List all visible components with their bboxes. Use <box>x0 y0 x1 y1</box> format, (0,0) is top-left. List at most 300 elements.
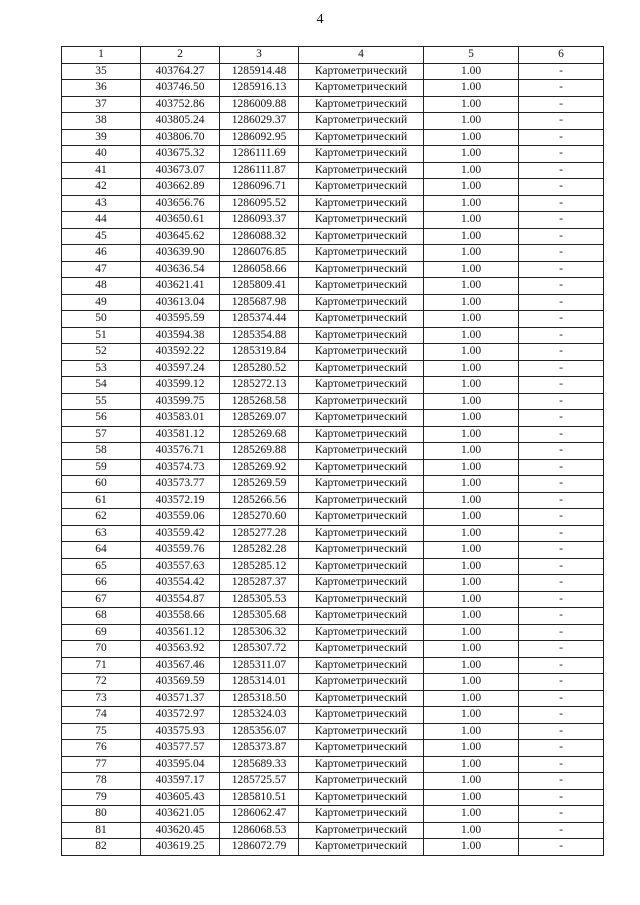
point-number-cell: 75 <box>62 723 141 740</box>
x-coordinate-cell: 403639.90 <box>141 245 220 262</box>
y-coordinate-cell: 1285324.03 <box>220 707 299 724</box>
y-coordinate-cell: 1285687.98 <box>220 294 299 311</box>
x-coordinate-cell: 403673.07 <box>141 162 220 179</box>
note-cell: - <box>519 63 604 80</box>
method-cell: Картометрический <box>299 558 424 575</box>
table-row <box>62 129 604 146</box>
point-number-cell: 46 <box>62 245 141 262</box>
y-coordinate-cell: 1286068.53 <box>220 822 299 839</box>
accuracy-cell: 1.00 <box>424 360 519 377</box>
y-coordinate-cell: 1286095.52 <box>220 195 299 212</box>
table-row <box>62 773 604 790</box>
x-coordinate-cell: 403559.06 <box>141 509 220 526</box>
y-coordinate-cell: 1286093.37 <box>220 212 299 229</box>
point-number-cell: 56 <box>62 410 141 427</box>
y-coordinate-cell: 1285305.68 <box>220 608 299 625</box>
point-number-cell: 76 <box>62 740 141 757</box>
method-cell: Картометрический <box>299 360 424 377</box>
x-coordinate-cell: 403554.87 <box>141 591 220 608</box>
table-row <box>62 278 604 295</box>
method-cell: Картометрический <box>299 674 424 691</box>
point-number-cell: 41 <box>62 162 141 179</box>
accuracy-cell: 1.00 <box>424 344 519 361</box>
table-row <box>62 657 604 674</box>
accuracy-cell: 1.00 <box>424 756 519 773</box>
point-number-cell: 48 <box>62 278 141 295</box>
note-cell: - <box>519 591 604 608</box>
note-cell: - <box>519 195 604 212</box>
y-coordinate-cell: 1285269.07 <box>220 410 299 427</box>
x-coordinate-cell: 403577.57 <box>141 740 220 757</box>
accuracy-cell: 1.00 <box>424 542 519 559</box>
x-coordinate-cell: 403621.05 <box>141 806 220 823</box>
accuracy-cell: 1.00 <box>424 674 519 691</box>
accuracy-cell: 1.00 <box>424 261 519 278</box>
method-cell: Картометрический <box>299 426 424 443</box>
y-coordinate-cell: 1285318.50 <box>220 690 299 707</box>
note-cell: - <box>519 80 604 97</box>
y-coordinate-cell: 1285725.57 <box>220 773 299 790</box>
table-row <box>62 410 604 427</box>
accuracy-cell: 1.00 <box>424 294 519 311</box>
note-cell: - <box>519 690 604 707</box>
method-cell: Картометрический <box>299 80 424 97</box>
method-cell: Картометрический <box>299 525 424 542</box>
table-row <box>62 63 604 80</box>
table-row <box>62 509 604 526</box>
accuracy-cell: 1.00 <box>424 525 519 542</box>
table-row <box>62 327 604 344</box>
method-cell: Картометрический <box>299 443 424 460</box>
accuracy-cell: 1.00 <box>424 806 519 823</box>
method-cell: Картометрический <box>299 707 424 724</box>
table-row <box>62 179 604 196</box>
accuracy-cell: 1.00 <box>424 789 519 806</box>
accuracy-cell: 1.00 <box>424 113 519 130</box>
x-coordinate-cell: 403605.43 <box>141 789 220 806</box>
x-coordinate-cell: 403592.22 <box>141 344 220 361</box>
table-row <box>62 113 604 130</box>
table-row <box>62 195 604 212</box>
note-cell: - <box>519 410 604 427</box>
x-coordinate-cell: 403746.50 <box>141 80 220 97</box>
note-cell: - <box>519 393 604 410</box>
accuracy-cell: 1.00 <box>424 459 519 476</box>
point-number-cell: 36 <box>62 80 141 97</box>
accuracy-cell: 1.00 <box>424 624 519 641</box>
table-row <box>62 542 604 559</box>
point-number-cell: 43 <box>62 195 141 212</box>
x-coordinate-cell: 403583.01 <box>141 410 220 427</box>
method-cell: Картометрический <box>299 377 424 394</box>
accuracy-cell: 1.00 <box>424 80 519 97</box>
table-row <box>62 575 604 592</box>
y-coordinate-cell: 1286058.66 <box>220 261 299 278</box>
x-coordinate-cell: 403597.17 <box>141 773 220 790</box>
y-coordinate-cell: 1286062.47 <box>220 806 299 823</box>
accuracy-cell: 1.00 <box>424 591 519 608</box>
point-number-cell: 78 <box>62 773 141 790</box>
x-coordinate-cell: 403595.04 <box>141 756 220 773</box>
y-coordinate-cell: 1285916.13 <box>220 80 299 97</box>
table-row <box>62 294 604 311</box>
x-coordinate-cell: 403621.41 <box>141 278 220 295</box>
point-number-cell: 65 <box>62 558 141 575</box>
method-cell: Картометрический <box>299 195 424 212</box>
accuracy-cell: 1.00 <box>424 96 519 113</box>
note-cell: - <box>519 839 604 856</box>
note-cell: - <box>519 806 604 823</box>
method-cell: Картометрический <box>299 723 424 740</box>
method-cell: Картометрический <box>299 509 424 526</box>
table-row <box>62 558 604 575</box>
x-coordinate-cell: 403662.89 <box>141 179 220 196</box>
accuracy-cell: 1.00 <box>424 393 519 410</box>
table-row <box>62 146 604 163</box>
page-number: 4 <box>316 12 324 27</box>
x-coordinate-cell: 403619.25 <box>141 839 220 856</box>
note-cell: - <box>519 212 604 229</box>
x-coordinate-cell: 403557.63 <box>141 558 220 575</box>
note-cell: - <box>519 278 604 295</box>
point-number-cell: 64 <box>62 542 141 559</box>
x-coordinate-cell: 403594.38 <box>141 327 220 344</box>
table-row <box>62 212 604 229</box>
point-number-cell: 51 <box>62 327 141 344</box>
table-row <box>62 261 604 278</box>
x-coordinate-cell: 403574.73 <box>141 459 220 476</box>
table-row <box>62 707 604 724</box>
method-cell: Картометрический <box>299 113 424 130</box>
point-number-cell: 50 <box>62 311 141 328</box>
table-row <box>62 96 604 113</box>
y-coordinate-cell: 1285306.32 <box>220 624 299 641</box>
x-coordinate-cell: 403620.45 <box>141 822 220 839</box>
accuracy-cell: 1.00 <box>424 179 519 196</box>
coordinates-table <box>61 46 604 856</box>
method-cell: Картометрический <box>299 756 424 773</box>
x-coordinate-cell: 403805.24 <box>141 113 220 130</box>
point-number-cell: 60 <box>62 476 141 493</box>
y-coordinate-cell: 1285914.48 <box>220 63 299 80</box>
x-coordinate-cell: 403576.71 <box>141 443 220 460</box>
accuracy-cell: 1.00 <box>424 443 519 460</box>
point-number-cell: 40 <box>62 146 141 163</box>
table-row <box>62 674 604 691</box>
accuracy-cell: 1.00 <box>424 129 519 146</box>
point-number-cell: 58 <box>62 443 141 460</box>
point-number-cell: 39 <box>62 129 141 146</box>
table-row <box>62 426 604 443</box>
note-cell: - <box>519 377 604 394</box>
accuracy-cell: 1.00 <box>424 740 519 757</box>
y-coordinate-cell: 1285689.33 <box>220 756 299 773</box>
point-number-cell: 59 <box>62 459 141 476</box>
method-cell: Картометрический <box>299 344 424 361</box>
point-number-cell: 62 <box>62 509 141 526</box>
column-header-6: 6 <box>519 47 604 64</box>
table-row <box>62 476 604 493</box>
method-cell: Картометрический <box>299 393 424 410</box>
accuracy-cell: 1.00 <box>424 723 519 740</box>
x-coordinate-cell: 403571.37 <box>141 690 220 707</box>
method-cell: Картометрический <box>299 129 424 146</box>
y-coordinate-cell: 1285269.59 <box>220 476 299 493</box>
x-coordinate-cell: 403572.19 <box>141 492 220 509</box>
x-coordinate-cell: 403567.46 <box>141 657 220 674</box>
method-cell: Картометрический <box>299 410 424 427</box>
method-cell: Картометрический <box>299 63 424 80</box>
method-cell: Картометрический <box>299 641 424 658</box>
accuracy-cell: 1.00 <box>424 426 519 443</box>
point-number-cell: 35 <box>62 63 141 80</box>
method-cell: Картометрический <box>299 492 424 509</box>
table-row <box>62 245 604 262</box>
note-cell: - <box>519 344 604 361</box>
accuracy-cell: 1.00 <box>424 707 519 724</box>
table-row <box>62 459 604 476</box>
accuracy-cell: 1.00 <box>424 410 519 427</box>
x-coordinate-cell: 403563.92 <box>141 641 220 658</box>
x-coordinate-cell: 403613.04 <box>141 294 220 311</box>
y-coordinate-cell: 1286009.88 <box>220 96 299 113</box>
point-number-cell: 49 <box>62 294 141 311</box>
table-row <box>62 80 604 97</box>
point-number-cell: 79 <box>62 789 141 806</box>
x-coordinate-cell: 403581.12 <box>141 426 220 443</box>
method-cell: Картометрический <box>299 822 424 839</box>
column-header-5: 5 <box>424 47 519 64</box>
y-coordinate-cell: 1286092.95 <box>220 129 299 146</box>
point-number-cell: 77 <box>62 756 141 773</box>
method-cell: Картометрический <box>299 624 424 641</box>
y-coordinate-cell: 1285269.88 <box>220 443 299 460</box>
table-row <box>62 822 604 839</box>
table-header <box>62 47 604 64</box>
note-cell: - <box>519 146 604 163</box>
method-cell: Картометрический <box>299 740 424 757</box>
method-cell: Картометрический <box>299 146 424 163</box>
note-cell: - <box>519 542 604 559</box>
x-coordinate-cell: 403806.70 <box>141 129 220 146</box>
accuracy-cell: 1.00 <box>424 245 519 262</box>
point-number-cell: 80 <box>62 806 141 823</box>
note-cell: - <box>519 674 604 691</box>
table-row <box>62 839 604 856</box>
note-cell: - <box>519 459 604 476</box>
y-coordinate-cell: 1285356.07 <box>220 723 299 740</box>
point-number-cell: 57 <box>62 426 141 443</box>
method-cell: Картометрический <box>299 459 424 476</box>
accuracy-cell: 1.00 <box>424 476 519 493</box>
accuracy-cell: 1.00 <box>424 311 519 328</box>
x-coordinate-cell: 403569.59 <box>141 674 220 691</box>
accuracy-cell: 1.00 <box>424 63 519 80</box>
note-cell: - <box>519 261 604 278</box>
accuracy-cell: 1.00 <box>424 822 519 839</box>
y-coordinate-cell: 1285307.72 <box>220 641 299 658</box>
point-number-cell: 63 <box>62 525 141 542</box>
note-cell: - <box>519 789 604 806</box>
table-row <box>62 162 604 179</box>
method-cell: Картометрический <box>299 294 424 311</box>
point-number-cell: 37 <box>62 96 141 113</box>
note-cell: - <box>519 426 604 443</box>
note-cell: - <box>519 822 604 839</box>
y-coordinate-cell: 1285287.37 <box>220 575 299 592</box>
y-coordinate-cell: 1285269.68 <box>220 426 299 443</box>
note-cell: - <box>519 509 604 526</box>
note-cell: - <box>519 179 604 196</box>
y-coordinate-cell: 1285314.01 <box>220 674 299 691</box>
note-cell: - <box>519 608 604 625</box>
y-coordinate-cell: 1286029.37 <box>220 113 299 130</box>
x-coordinate-cell: 403599.75 <box>141 393 220 410</box>
method-cell: Картометрический <box>299 773 424 790</box>
point-number-cell: 66 <box>62 575 141 592</box>
y-coordinate-cell: 1286076.85 <box>220 245 299 262</box>
accuracy-cell: 1.00 <box>424 839 519 856</box>
table-row <box>62 641 604 658</box>
note-cell: - <box>519 723 604 740</box>
point-number-cell: 42 <box>62 179 141 196</box>
method-cell: Картометрический <box>299 575 424 592</box>
method-cell: Картометрический <box>299 542 424 559</box>
table-row <box>62 723 604 740</box>
accuracy-cell: 1.00 <box>424 641 519 658</box>
accuracy-cell: 1.00 <box>424 608 519 625</box>
note-cell: - <box>519 525 604 542</box>
accuracy-cell: 1.00 <box>424 575 519 592</box>
column-header-3: 3 <box>220 47 299 64</box>
x-coordinate-cell: 403559.42 <box>141 525 220 542</box>
y-coordinate-cell: 1286088.32 <box>220 228 299 245</box>
y-coordinate-cell: 1285272.13 <box>220 377 299 394</box>
point-number-cell: 53 <box>62 360 141 377</box>
note-cell: - <box>519 129 604 146</box>
x-coordinate-cell: 403752.86 <box>141 96 220 113</box>
note-cell: - <box>519 492 604 509</box>
method-cell: Картометрический <box>299 839 424 856</box>
note-cell: - <box>519 113 604 130</box>
method-cell: Картометрический <box>299 96 424 113</box>
x-coordinate-cell: 403554.42 <box>141 575 220 592</box>
note-cell: - <box>519 311 604 328</box>
point-number-cell: 69 <box>62 624 141 641</box>
column-header-1: 1 <box>62 47 141 64</box>
method-cell: Картометрический <box>299 212 424 229</box>
method-cell: Картометрический <box>299 806 424 823</box>
note-cell: - <box>519 360 604 377</box>
point-number-cell: 54 <box>62 377 141 394</box>
x-coordinate-cell: 403645.62 <box>141 228 220 245</box>
table-row <box>62 525 604 542</box>
y-coordinate-cell: 1285354.88 <box>220 327 299 344</box>
point-number-cell: 47 <box>62 261 141 278</box>
y-coordinate-cell: 1285280.52 <box>220 360 299 377</box>
note-cell: - <box>519 228 604 245</box>
method-cell: Картометрический <box>299 261 424 278</box>
x-coordinate-cell: 403595.59 <box>141 311 220 328</box>
point-number-cell: 55 <box>62 393 141 410</box>
method-cell: Картометрический <box>299 608 424 625</box>
method-cell: Картометрический <box>299 657 424 674</box>
x-coordinate-cell: 403561.12 <box>141 624 220 641</box>
x-coordinate-cell: 403572.97 <box>141 707 220 724</box>
table-row <box>62 806 604 823</box>
accuracy-cell: 1.00 <box>424 492 519 509</box>
table-row <box>62 377 604 394</box>
y-coordinate-cell: 1285285.12 <box>220 558 299 575</box>
y-coordinate-cell: 1286111.87 <box>220 162 299 179</box>
method-cell: Картометрический <box>299 311 424 328</box>
table-row <box>62 789 604 806</box>
x-coordinate-cell: 403656.76 <box>141 195 220 212</box>
point-number-cell: 61 <box>62 492 141 509</box>
point-number-cell: 38 <box>62 113 141 130</box>
y-coordinate-cell: 1286096.71 <box>220 179 299 196</box>
table-row <box>62 311 604 328</box>
point-number-cell: 81 <box>62 822 141 839</box>
note-cell: - <box>519 245 604 262</box>
table-row <box>62 228 604 245</box>
table-body <box>62 63 604 855</box>
point-number-cell: 45 <box>62 228 141 245</box>
accuracy-cell: 1.00 <box>424 195 519 212</box>
method-cell: Картометрический <box>299 789 424 806</box>
method-cell: Картометрический <box>299 476 424 493</box>
point-number-cell: 82 <box>62 839 141 856</box>
table-row <box>62 756 604 773</box>
y-coordinate-cell: 1285809.41 <box>220 278 299 295</box>
y-coordinate-cell: 1286072.79 <box>220 839 299 856</box>
note-cell: - <box>519 773 604 790</box>
method-cell: Картометрический <box>299 690 424 707</box>
note-cell: - <box>519 756 604 773</box>
method-cell: Картометрический <box>299 228 424 245</box>
method-cell: Картометрический <box>299 245 424 262</box>
table-row <box>62 344 604 361</box>
y-coordinate-cell: 1285277.28 <box>220 525 299 542</box>
table-row <box>62 393 604 410</box>
table-row <box>62 591 604 608</box>
accuracy-cell: 1.00 <box>424 657 519 674</box>
x-coordinate-cell: 403597.24 <box>141 360 220 377</box>
accuracy-cell: 1.00 <box>424 327 519 344</box>
x-coordinate-cell: 403650.61 <box>141 212 220 229</box>
point-number-cell: 68 <box>62 608 141 625</box>
method-cell: Картометрический <box>299 591 424 608</box>
y-coordinate-cell: 1285373.87 <box>220 740 299 757</box>
accuracy-cell: 1.00 <box>424 773 519 790</box>
point-number-cell: 70 <box>62 641 141 658</box>
column-header-4: 4 <box>299 47 424 64</box>
table-row <box>62 608 604 625</box>
point-number-cell: 52 <box>62 344 141 361</box>
point-number-cell: 67 <box>62 591 141 608</box>
accuracy-cell: 1.00 <box>424 162 519 179</box>
note-cell: - <box>519 327 604 344</box>
accuracy-cell: 1.00 <box>424 377 519 394</box>
note-cell: - <box>519 624 604 641</box>
accuracy-cell: 1.00 <box>424 228 519 245</box>
x-coordinate-cell: 403559.76 <box>141 542 220 559</box>
x-coordinate-cell: 403558.66 <box>141 608 220 625</box>
y-coordinate-cell: 1285374.44 <box>220 311 299 328</box>
point-number-cell: 73 <box>62 690 141 707</box>
y-coordinate-cell: 1286111.69 <box>220 146 299 163</box>
note-cell: - <box>519 443 604 460</box>
